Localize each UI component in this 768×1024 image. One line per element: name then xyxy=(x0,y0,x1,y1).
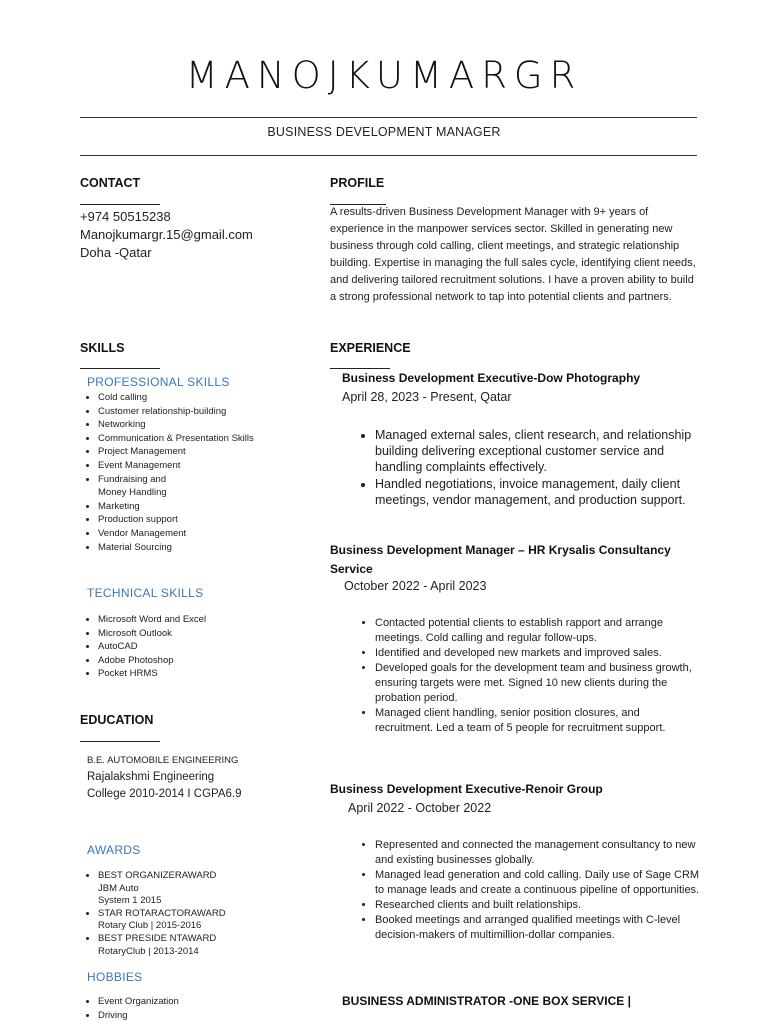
list-item: • Marketing xyxy=(98,500,273,514)
list-item: • Cold calling xyxy=(98,391,273,405)
header-top-rule xyxy=(80,117,697,118)
list-item: • Developed goals for the development team and business growth, ensuring targets were met. Signed 10 new clients during the probation period. xyxy=(375,661,700,705)
awards-list xyxy=(80,870,273,958)
list-item: • Microsoft Word and Excel xyxy=(98,613,273,627)
location: Doha -Qatar xyxy=(80,245,152,260)
hobbies-heading: HOBBIES xyxy=(87,970,143,984)
award-org: Rotary Club | 2015-2016 xyxy=(98,920,202,932)
professional-skills-list xyxy=(80,391,273,554)
list-item xyxy=(98,933,273,958)
list-item: • Researched clients and built relationships. xyxy=(375,898,700,913)
hobbies-list xyxy=(80,995,273,1022)
technical-skills-list xyxy=(80,613,273,681)
list-item: • Identified and developed new markets and improved sales. xyxy=(375,646,700,661)
award-year: System 1 2015 xyxy=(98,895,162,907)
awards-heading: AWARDS xyxy=(87,843,141,857)
job-title-3: Business Development Executive-Renoir Group xyxy=(330,782,603,796)
degree: B.E. AUTOMOBILE ENGINEERING xyxy=(87,755,239,766)
list-item: • Booked meetings and arranged qualified meetings with C-level decision-makers of multimillion-dollar companies. xyxy=(375,913,700,943)
list-item: • Fundraising and Money Handling xyxy=(98,473,188,500)
list-item: • Microsoft Outlook xyxy=(98,627,273,641)
contact-heading: CONTACT xyxy=(80,176,141,190)
professional-skills-heading: PROFESSIONAL SKILLS xyxy=(87,375,230,389)
list-item: • Adobe Photoshop xyxy=(98,654,273,668)
list-item: • Vendor Management xyxy=(98,527,273,541)
list-item: • Represented and connected the management consultancy to new and existing businesses globally. xyxy=(375,838,700,868)
experience-heading: EXPERIENCE xyxy=(330,341,411,355)
job-bullets-2 xyxy=(330,616,700,736)
list-item: • AutoCAD xyxy=(98,640,273,654)
list-item: • Managed lead generation and cold calling. Daily use of Sage CRM to manage leads and create a continuous pipeline of opportunities. xyxy=(375,868,700,898)
phone: +974 50515238 xyxy=(80,209,171,224)
skills-rule xyxy=(80,368,160,369)
list-item: • Driving xyxy=(98,1009,273,1023)
award-org: RotaryClub | 2013-2014 xyxy=(98,945,199,957)
header-bottom-rule xyxy=(80,155,697,156)
list-item: • Event Organization xyxy=(98,995,273,1009)
job-bullets-1 xyxy=(330,427,705,508)
list-item: • Handled negotiations, invoice management, daily client meetings, vendor management, and production support. xyxy=(375,476,705,508)
list-item: • Production support xyxy=(98,513,273,527)
profile-text: A results-driven Business Development Manager with 9+ years of experience in the manpower services sector. Skilled in generating new business through cold calling, client meetings, and strategic relationship building. Expertise in managing the full sales cycle, identifying client needs, and delivering tailored recruitment solutions. I have a proven ability to build a strong professional network to tap into potential clients and partners. xyxy=(330,206,696,303)
list-item: • Networking xyxy=(98,418,273,432)
email: Manojkumargr.15@gmail.com xyxy=(80,227,253,242)
award-name: • STAR ROTARACTORAWARD xyxy=(98,907,226,919)
award-org: JBM Auto xyxy=(98,882,139,894)
education-details xyxy=(87,752,242,803)
technical-skills-heading: TECHNICAL SKILLS xyxy=(87,586,204,600)
list-item xyxy=(98,870,273,908)
award-name: • BEST ORGANIZERAWARD xyxy=(98,870,217,881)
job-bullets-3 xyxy=(330,838,700,944)
list-item: • Material Sourcing xyxy=(98,541,273,555)
job-title: BUSINESS DEVELOPMENT MANAGER xyxy=(267,125,501,139)
job-title-4: BUSINESS ADMINISTRATOR -ONE BOX SERVICE | xyxy=(342,994,631,1008)
job-title-1: Business Development Executive-Dow Photography xyxy=(342,371,641,385)
list-item: • Customer relationship-building xyxy=(98,405,273,419)
list-item: • Pocket HRMS xyxy=(98,667,273,681)
list-item: • Communication & Presentation Skills xyxy=(98,432,273,446)
list-item: • Event Management xyxy=(98,459,273,473)
experience-rule xyxy=(330,368,390,369)
job-title-2: Business Development Manager – HR Krysalis Consultancy Service xyxy=(330,543,671,576)
job-dates-3: April 2022 - October 2022 xyxy=(348,801,492,815)
candidate-name: MANOJKUMARGR xyxy=(185,54,583,97)
education-heading: EDUCATION xyxy=(80,713,154,727)
skills-heading: SKILLS xyxy=(80,341,125,355)
list-item: • Managed client handling, senior position closures, and recruitment. Led a team of 5 people for recruitment support. xyxy=(375,706,700,736)
job-dates-2: October 2022 - April 2023 xyxy=(344,579,487,593)
list-item: • Project Management xyxy=(98,445,273,459)
contact-details xyxy=(80,208,253,262)
contact-rule xyxy=(80,204,160,205)
college-details: College 2010-2014 I CGPA6.9 xyxy=(87,788,242,800)
list-item: • Contacted potential clients to establish rapport and arrange meetings. Cold calling and regular follow-ups. xyxy=(375,616,700,646)
award-name: • BEST PRESIDE NTAWARD xyxy=(98,932,217,944)
education-rule xyxy=(80,741,160,742)
list-item: • Managed external sales, client research, and relationship building delivering exceptional customer service and handling complaints effectively. xyxy=(375,427,705,475)
list-item xyxy=(98,908,273,933)
college: Rajalakshmi Engineering xyxy=(87,771,215,783)
profile-heading: PROFILE xyxy=(330,176,385,190)
job-dates-1: April 28, 2023 - Present, Qatar xyxy=(342,390,512,404)
